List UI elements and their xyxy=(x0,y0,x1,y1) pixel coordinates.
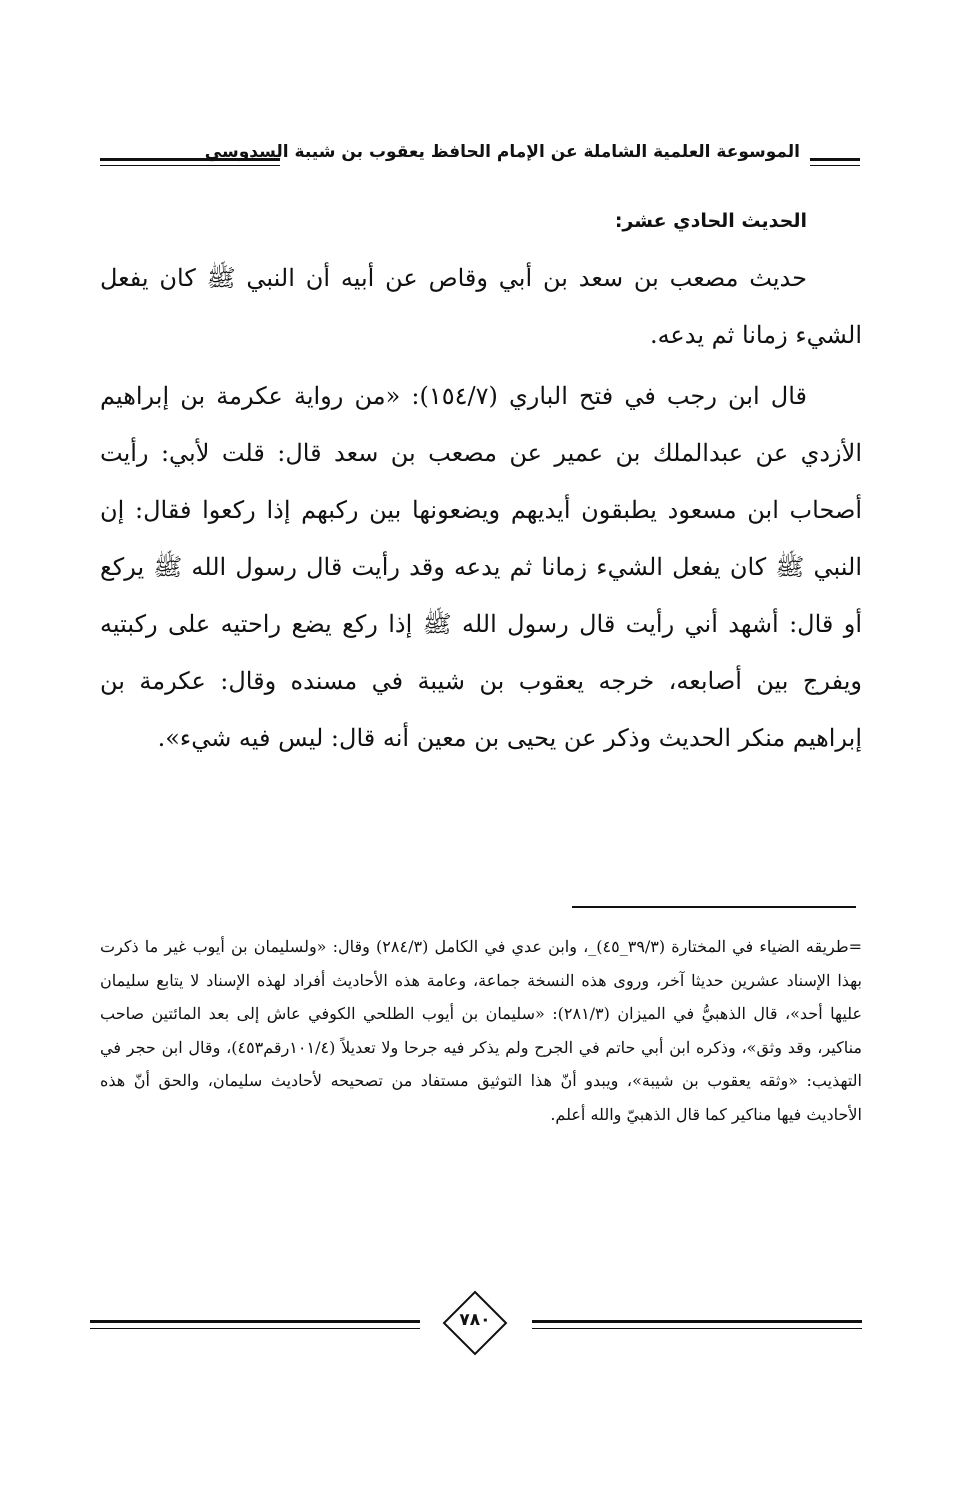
footer-rule-left xyxy=(90,1320,420,1323)
running-header xyxy=(100,140,860,180)
header-rule-right xyxy=(810,158,860,161)
page-number: ٧٨٠ xyxy=(459,1310,491,1330)
hadith-heading: الحديث الحادي عشر: xyxy=(614,210,807,232)
header-title: الموسوعة العلمية الشاملة عن الإمام الحافظ يعقوب بن شيبة السدوسي xyxy=(204,142,800,162)
main-text xyxy=(100,210,862,771)
footer-rule-right xyxy=(532,1320,862,1323)
footnote-separator xyxy=(572,906,856,908)
footnote: =طريقه الضياء في المختارة (٣٩/٣_٤٥)_، وابن عدي في الكامل (٢٨٤/٣) وقال: «ولسليمان بن أيوب غير ما ذكرت بهذا الإسناد عشرين حديثا آخر، وروى هذه النسخة جماعة، وعامة هذه الأحاديث أفراد لهذه الإسناد لا يتابع سليمان عليها أحد»، قال الذهبيُّ في الميزان (٢٨١/٣): «سليمان بن أيوب الطلحي الكوفي عاش إلى بعد المائتين صاحب مناكير، وقد وثق»، وذكره ابن أبي حاتم في الجرح ولم يذكر فيه جرحا ولا تعديلاً (١٠١/٤رقم٤٥٣)، وقال ابن حجر في التهذيب: «وثقه يعقوب بن شيبة»، ويبدو أنّ هذا التوثيق مستفاد من تصحيحه لأحاديث سليمان، والحق أنّ هذه الأحاديث فيها مناكير كما قال الذهبيّ والله أعلم. xyxy=(100,937,863,1124)
paragraph-1: حديث مصعب بن سعد بن أبي وقاص عن أبيه أن النبي ﷺ كان يفعل الشيء زمانا ثم يدعه. xyxy=(100,264,862,349)
paragraph-2: قال ابن رجب في فتح الباري (١٥٤/٧): «من رواية عكرمة بن إبراهيم الأزدي عن عبدالملك بن عمير عن مصعب بن سعد قال: قلت لأبي: رأيت أصحاب ابن مسعود يطبقون أيديهم ويضعونها بين ركبهم إذا ركعوا فقال: إن النبي ﷺ كان يفعل الشيء زمانا ثم يدعه وقد رأيت قال رسول الله ﷺ يركع أو قال: أشهد أني رأيت قال رسول الله ﷺ إذا ركع يضع راحتيه على ركبتيه ويفرج بين أصابعه، خرجه يعقوب بن شيبة في مسنده وقال: عكرمة بن إبراهيم منكر الحديث وذكر عن يحيى بن معين أنه قال: ليس فيه شيء». xyxy=(100,382,862,752)
page-number-badge xyxy=(442,1290,508,1356)
page-footer xyxy=(90,1290,862,1370)
